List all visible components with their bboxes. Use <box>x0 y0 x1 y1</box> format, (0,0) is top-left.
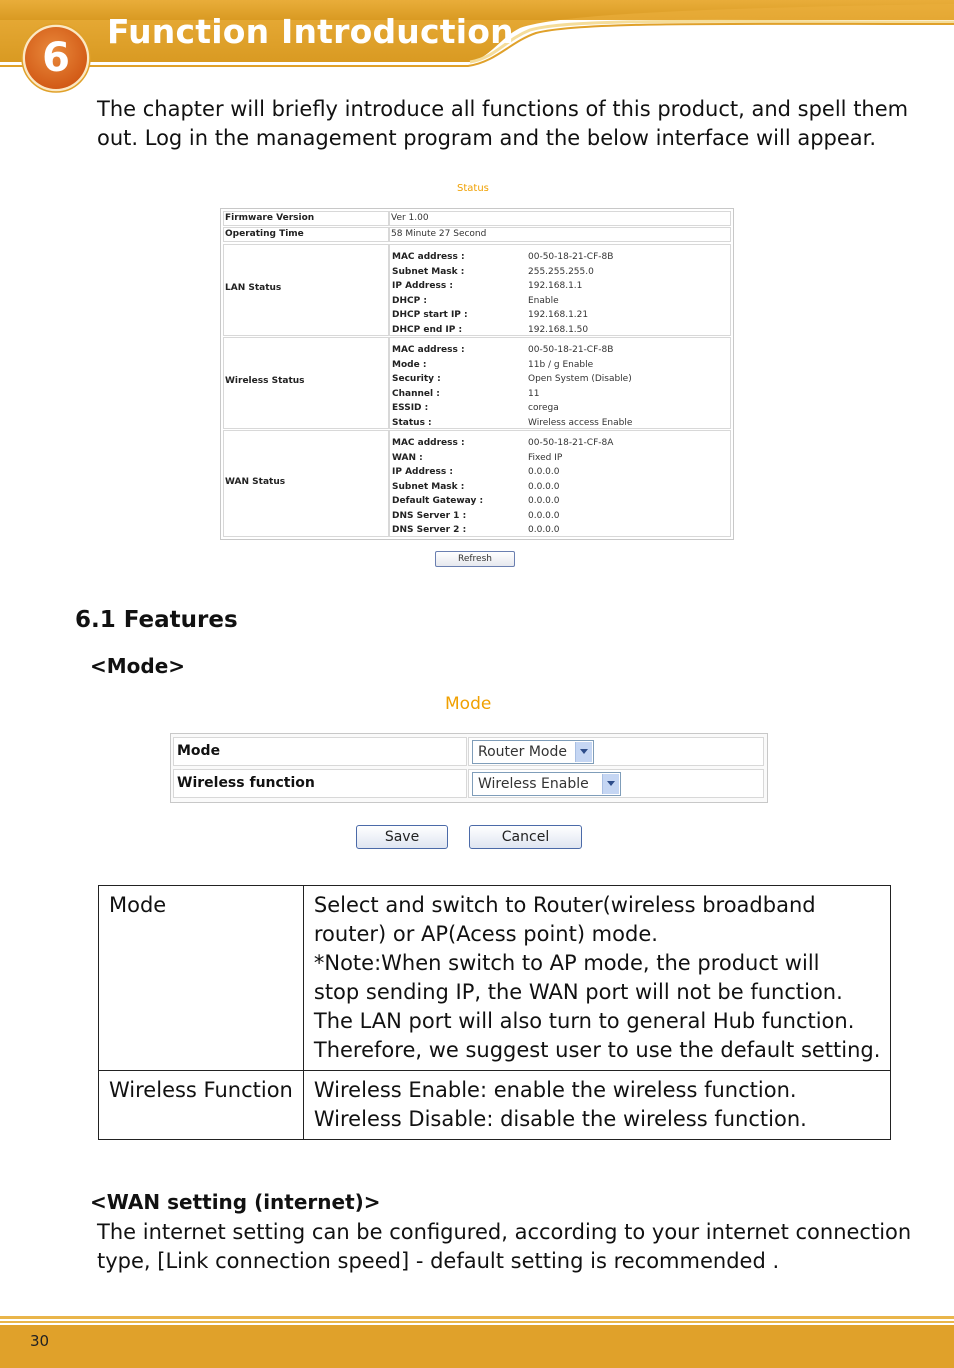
optime-label: Operating Time <box>225 229 304 239</box>
wan-value: 0.0.0.0 <box>528 525 560 535</box>
lan-key: DHCP : <box>392 295 427 306</box>
lan-value: 192.168.1.21 <box>528 310 589 320</box>
wireless-function-label-cell <box>173 769 467 798</box>
wan-line: The internet setting can be configured, according to your internet connection <box>97 1220 912 1244</box>
table-cell-description <box>303 1071 891 1140</box>
mode-settings-table <box>170 733 768 803</box>
chevron-down-icon[interactable] <box>575 742 592 762</box>
description-line: router) or AP(Acess point) mode. <box>313 922 658 946</box>
lan-value: 00-50-18-21-CF-8B <box>528 252 614 262</box>
wan-values-cell <box>389 430 731 537</box>
cancel-button[interactable]: Cancel <box>469 825 582 849</box>
mode-label: Mode <box>177 743 221 759</box>
status-key-cell <box>223 211 389 226</box>
table-cell-name: Wireless Function <box>99 1071 304 1140</box>
lan-key: IP Address : <box>392 281 453 291</box>
wireless-value: 11b / g Enable <box>528 359 594 370</box>
status-key-cell <box>223 227 389 242</box>
wan-key: DNS Server 1 : <box>392 510 467 521</box>
optime-value: 58 Minute 27 Second <box>391 229 487 239</box>
wan-key: Subnet Mask : <box>392 481 465 492</box>
mode-section-heading: <Mode> <box>90 654 186 678</box>
wan-value: 0.0.0.0 <box>528 467 560 477</box>
wireless-value: 11 <box>528 388 540 399</box>
wireless-value: 00-50-18-21-CF-8B <box>528 345 614 355</box>
refresh-button[interactable]: Refresh <box>435 551 515 567</box>
description-line: stop sending IP, the WAN port will not be function. <box>313 980 843 1004</box>
status-value-cell <box>389 227 731 242</box>
mode-screen-title: Mode <box>445 694 492 714</box>
wan-value: Fixed IP <box>528 452 563 463</box>
wan-paragraph <box>97 1218 911 1276</box>
table-cell-name: Mode <box>99 886 304 1071</box>
firmware-label: Firmware Version <box>225 213 315 223</box>
chapter-number: 6 <box>42 35 70 81</box>
chapter-title: Function Introduction <box>107 12 514 51</box>
wireless-key: Channel : <box>392 388 440 399</box>
mode-select[interactable] <box>472 740 594 764</box>
description-line: Wireless Enable: enable the wireless function. <box>313 1078 797 1102</box>
wireless-key: Security : <box>392 374 441 384</box>
intro-line: The chapter will briefly introduce all functions of this product, and spell them <box>97 97 909 121</box>
description-line: Therefore, we suggest user to use the default setting. <box>313 1038 881 1062</box>
lan-value: 255.255.255.0 <box>528 266 594 277</box>
lan-values-cell <box>389 244 731 336</box>
status-screen-title: Status <box>457 183 489 194</box>
chevron-down-icon[interactable] <box>602 774 619 794</box>
description-line: Wireless Disable: disable the wireless function. <box>313 1107 807 1131</box>
wireless-values-cell <box>389 337 731 429</box>
wireless-key: ESSID : <box>392 403 429 413</box>
intro-paragraph <box>97 95 908 153</box>
lan-key: MAC address : <box>392 252 465 262</box>
wireless-value: Open System (Disable) <box>528 374 632 384</box>
wan-status-label: WAN Status <box>225 477 286 487</box>
footer-band <box>0 1316 954 1368</box>
wireless-value: corega <box>528 403 559 413</box>
wireless-function-label: Wireless function <box>177 775 315 791</box>
table-cell-description <box>303 886 891 1071</box>
intro-line: out. Log in the management program and the below interface will appear. <box>97 126 877 150</box>
mode-description-table <box>98 885 891 1140</box>
wan-key: WAN : <box>392 452 423 463</box>
description-line: Select and switch to Router(wireless broadband <box>313 893 816 917</box>
wireless-key: Mode : <box>392 359 427 370</box>
status-table <box>220 208 734 540</box>
wan-value: 0.0.0.0 <box>528 481 560 492</box>
save-button[interactable]: Save <box>356 825 448 849</box>
wireless-status-label: Wireless Status <box>225 376 305 386</box>
wan-value: 00-50-18-21-CF-8A <box>528 438 614 448</box>
lan-status-label: LAN Status <box>225 283 282 293</box>
mode-label-cell <box>173 737 467 766</box>
wireless-key: Status : <box>392 417 432 428</box>
wan-key: DNS Server 2 : <box>392 525 467 535</box>
features-heading: 6.1 Features <box>75 607 238 633</box>
lan-value: Enable <box>528 295 559 306</box>
wan-value: 0.0.0.0 <box>528 510 560 521</box>
lan-label-cell <box>223 244 389 336</box>
lan-value: 192.168.1.50 <box>528 324 589 335</box>
wan-value: 0.0.0.0 <box>528 496 560 506</box>
lan-value: 192.168.1.1 <box>528 281 583 291</box>
wan-key: MAC address : <box>392 438 465 448</box>
wireless-label-cell <box>223 337 389 429</box>
wan-line: type, [Link connection speed] - default setting is recommended . <box>97 1249 780 1273</box>
wireless-function-select[interactable] <box>472 772 621 796</box>
page-number: 30 <box>30 1332 50 1350</box>
wireless-value: Wireless access Enable <box>528 417 633 428</box>
table-row <box>99 1071 891 1140</box>
mode-select-cell <box>468 737 764 766</box>
wan-section-heading: <WAN setting (internet)> <box>90 1190 381 1214</box>
status-value-cell <box>389 211 731 226</box>
wan-label-cell <box>223 430 389 537</box>
description-line: The LAN port will also turn to general Hub function. <box>313 1009 855 1033</box>
firmware-value: Ver 1.00 <box>391 213 429 223</box>
lan-key: Subnet Mask : <box>392 266 465 277</box>
description-line: *Note:When switch to AP mode, the product will <box>313 951 820 975</box>
wan-key: Default Gateway : <box>392 496 484 506</box>
wireless-key: MAC address : <box>392 345 465 355</box>
wireless-select-cell <box>468 769 764 798</box>
lan-key: DHCP start IP : <box>392 310 468 320</box>
wireless-select-value: Wireless Enable <box>478 776 589 792</box>
lan-key: DHCP end IP : <box>392 324 463 335</box>
mode-select-value: Router Mode <box>478 744 567 760</box>
wan-key: IP Address : <box>392 467 453 477</box>
table-row <box>99 886 891 1071</box>
